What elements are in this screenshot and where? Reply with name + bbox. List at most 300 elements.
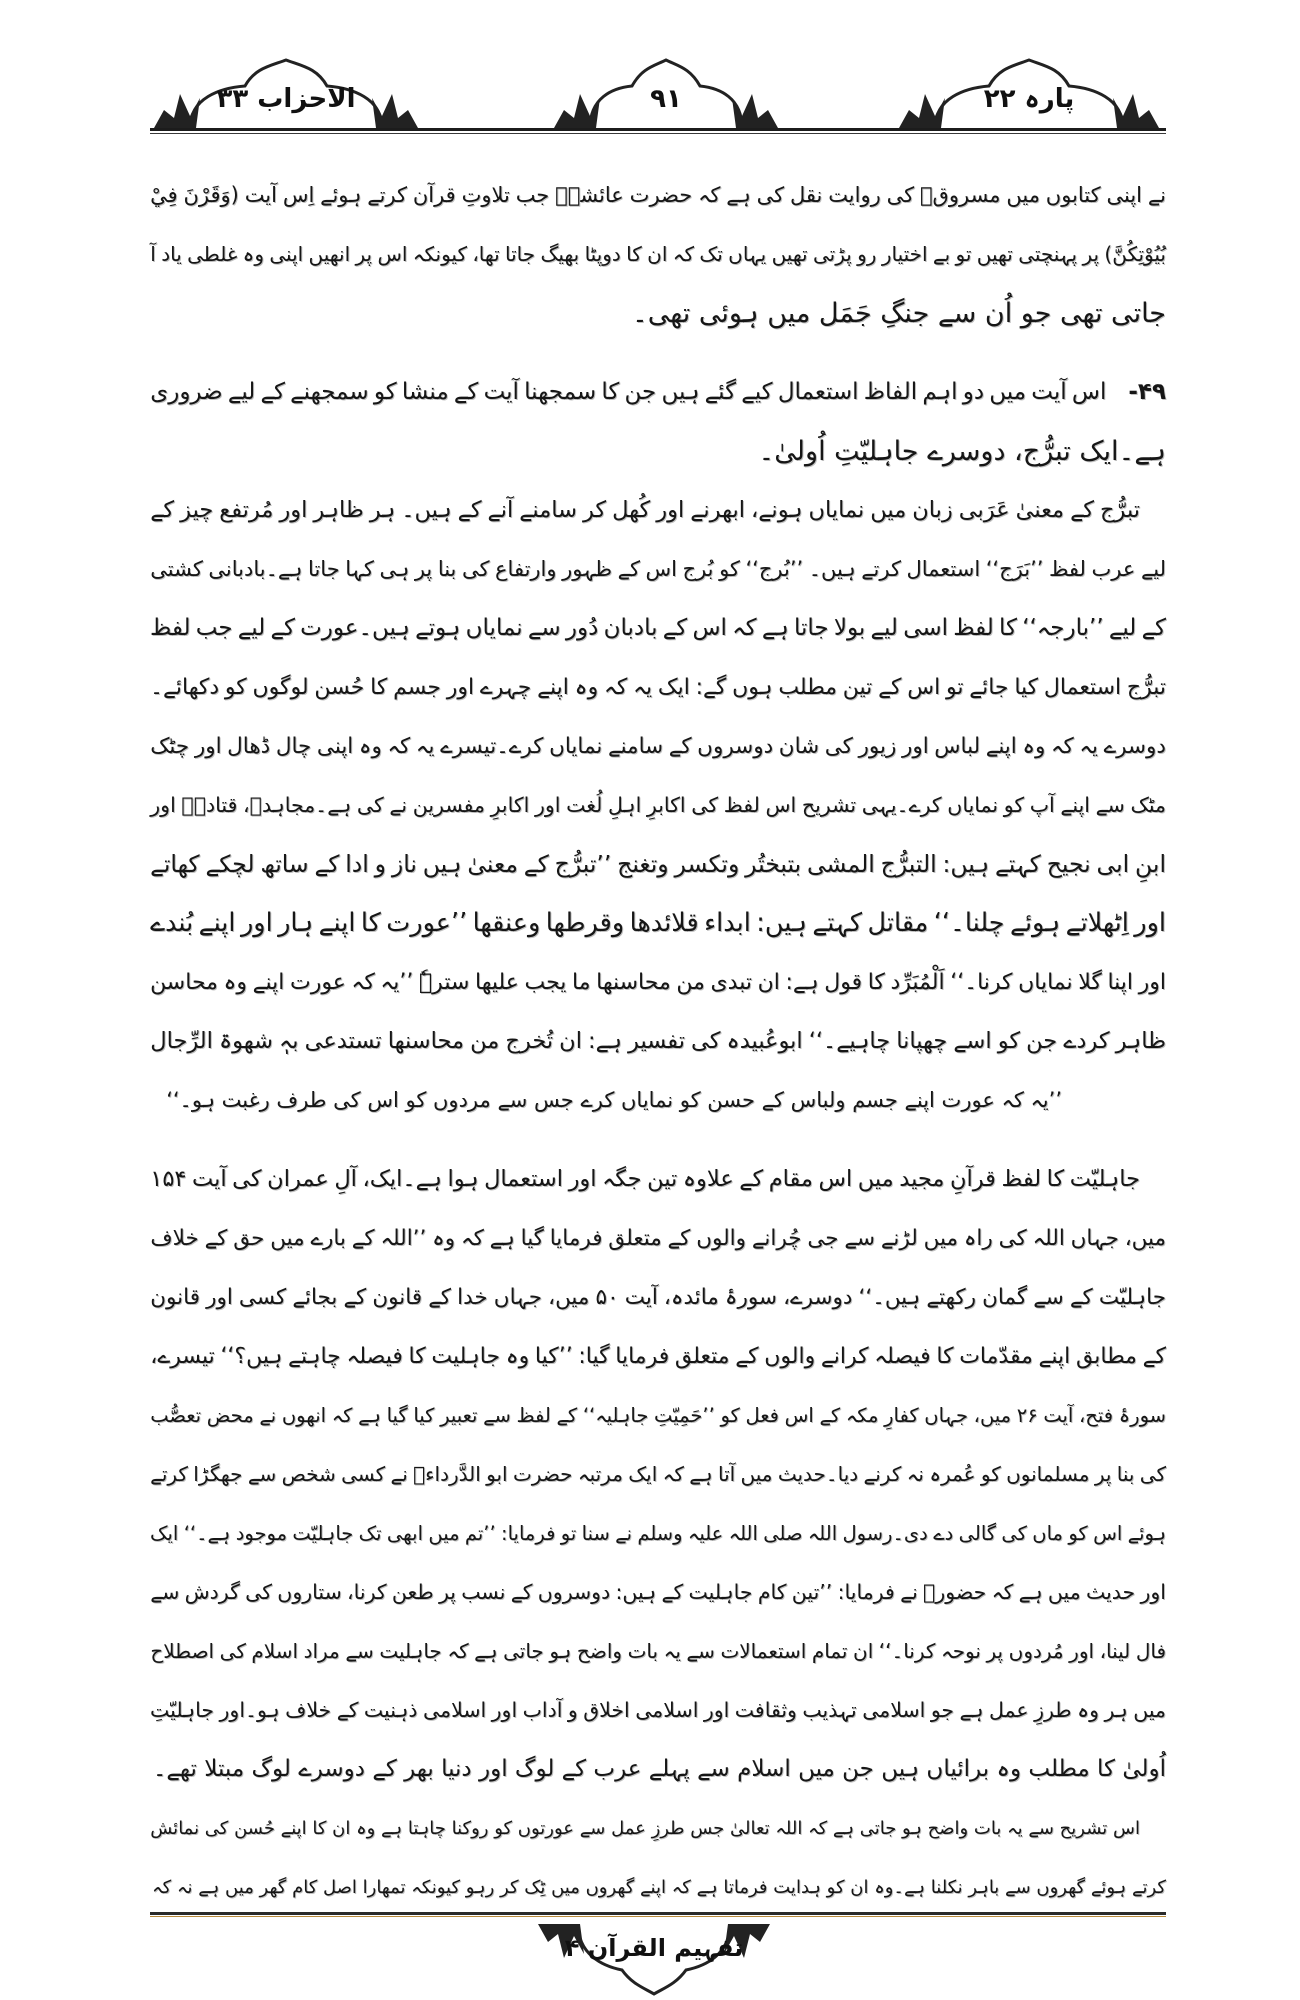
- word: قرآن: [412, 183, 456, 207]
- word: کو: [719, 557, 740, 581]
- word: ۱۵۴: [150, 1166, 187, 1192]
- text-line: [150, 717, 1166, 776]
- word: عورت: [290, 970, 346, 995]
- word: تھیں: [771, 242, 808, 266]
- word: اپنی: [269, 242, 304, 266]
- word: ستاروں: [277, 1580, 342, 1604]
- word: گیا:: [578, 1344, 610, 1369]
- word: دکھائے۔: [150, 675, 220, 700]
- text-line: [150, 422, 1166, 481]
- word: تشریح: [801, 793, 857, 817]
- line-text: [150, 658, 1166, 717]
- word: مقاتل: [867, 908, 929, 938]
- word: طرزِ: [651, 1818, 685, 1839]
- word: نمایاں: [808, 497, 865, 523]
- word: ’’بارجہ‘‘: [1022, 615, 1104, 641]
- word: ان: [853, 1639, 874, 1663]
- word: اپنے: [280, 1818, 307, 1839]
- word: شھوۃ: [218, 1028, 273, 1054]
- word: بادبان: [603, 615, 658, 641]
- word: تلاوتِ: [461, 183, 510, 207]
- word: کہ: [662, 1462, 684, 1486]
- word: عورتوں: [517, 1818, 575, 1839]
- word: اپنے: [537, 675, 569, 700]
- word: جہاں: [493, 1285, 543, 1310]
- word: استعمال: [777, 379, 859, 405]
- word: ہیں۔‘‘: [858, 1285, 921, 1310]
- word: ’’تبرُّج: [554, 850, 612, 878]
- word: خلاف: [150, 1226, 199, 1251]
- word: مطلب: [778, 675, 838, 700]
- word: راہ: [963, 1226, 993, 1251]
- line-text: جاتی تھی جو اُن سے جنگِ جَمَل میں ہوئی تھی۔: [631, 298, 1166, 329]
- word: میں: [740, 1462, 773, 1486]
- word: نمایاں: [549, 734, 603, 759]
- word: تستدعی: [304, 1028, 382, 1054]
- word: چیز: [180, 497, 214, 523]
- word: کرتے: [367, 183, 408, 207]
- line-text: [150, 1445, 1166, 1504]
- footer-book-cartouche: [518, 1920, 790, 1996]
- para-number: پارہ ۲۲: [983, 84, 1075, 114]
- word: حدیث: [1085, 1580, 1136, 1604]
- word: ہے۔مجاہدؒ،: [243, 793, 352, 817]
- word: کرتے: [861, 557, 901, 581]
- line-text: کرتے ہوئے گھروں سے باہر نکلنا ہے۔وہ ان کو ہدایت فرماتا ہے کہ اپنے گھروں میں ٹِک کر رہو کیونکہ تمھارا اصل کام گھر میں ہے نہ کہ: [152, 1877, 1166, 1898]
- word: اپنے: [1038, 1344, 1071, 1369]
- word: پر: [986, 1639, 1004, 1663]
- text-line: [150, 599, 1166, 658]
- word: محاسنھا: [387, 1028, 465, 1054]
- line-text: [150, 1504, 1166, 1563]
- word: فال: [1135, 1639, 1166, 1663]
- word: کے: [1070, 497, 1094, 523]
- word: دوسروں: [697, 734, 774, 759]
- word: اسلامی: [862, 1698, 926, 1722]
- word: سے: [579, 1818, 606, 1839]
- word: لیے: [1108, 615, 1137, 641]
- text-line: [150, 1740, 1166, 1799]
- word: آداب: [522, 1698, 563, 1722]
- word: رکھتے: [926, 1285, 976, 1310]
- word: الفاظ: [863, 379, 918, 405]
- word: اس: [907, 675, 941, 700]
- word: سے: [527, 615, 561, 641]
- word: ہر: [1104, 1698, 1128, 1722]
- word: لیے: [1140, 557, 1166, 581]
- word: حُسن: [314, 675, 365, 700]
- word: اس: [1071, 379, 1107, 405]
- word: ابو: [486, 1462, 508, 1486]
- word: کے: [735, 1344, 759, 1369]
- word: کسی: [341, 1462, 386, 1486]
- word: ابنِ: [1135, 850, 1166, 878]
- word: اور: [568, 1166, 597, 1192]
- word: نے: [900, 1580, 918, 1604]
- word: کے: [556, 1404, 578, 1427]
- word: لفظ: [150, 615, 191, 641]
- word: پر: [1094, 1462, 1112, 1486]
- header-rule: [150, 128, 1166, 131]
- word: تفسیر: [628, 1028, 685, 1054]
- word: عمل: [989, 1698, 1029, 1722]
- word: لفظ: [1001, 1166, 1042, 1192]
- word: دو: [962, 379, 985, 405]
- word: کے: [668, 734, 692, 759]
- word: کے: [314, 850, 340, 878]
- word: ان: [757, 970, 780, 995]
- word: لیے: [237, 615, 266, 641]
- word: کردے: [1063, 1028, 1110, 1054]
- word: کے: [819, 1404, 841, 1427]
- word: آنے: [487, 497, 514, 523]
- word: سمجھنا: [524, 379, 597, 405]
- word: دوسرے،: [783, 1285, 853, 1310]
- word: کے: [428, 1285, 452, 1310]
- word: نمائش: [150, 1818, 200, 1839]
- word: جاہلیت: [431, 1344, 501, 1369]
- word: کو: [494, 1818, 513, 1839]
- text-line: [150, 658, 1166, 717]
- word: کا: [867, 970, 885, 995]
- text-line: [150, 1799, 1166, 1858]
- word: آیت: [192, 1166, 227, 1192]
- word: اور: [901, 734, 929, 759]
- word: زبان: [912, 497, 953, 523]
- word: اسی: [903, 615, 949, 641]
- book-title: تفہیم القرآن ۴: [564, 1934, 744, 1962]
- word: آ: [150, 242, 156, 266]
- word: مٹک: [1130, 793, 1166, 817]
- line-text: [150, 776, 1166, 835]
- word: کہتے: [812, 908, 863, 938]
- page-number: ۹۱: [650, 84, 682, 114]
- text-line: [150, 776, 1166, 835]
- word: جب: [195, 615, 233, 641]
- word: اور: [1069, 1639, 1095, 1663]
- word: تبدی: [710, 970, 752, 995]
- word: مسلمانوں: [1006, 1462, 1090, 1486]
- word: کے: [260, 379, 285, 405]
- word: خلاف: [285, 1698, 332, 1722]
- word: سامنے: [607, 734, 664, 759]
- word: قانون: [372, 1285, 423, 1310]
- word: اور: [1138, 970, 1166, 995]
- word: ہے:: [785, 970, 819, 995]
- footer-rule-thin: [150, 1916, 1166, 1917]
- word: کو: [1068, 1522, 1088, 1545]
- word: کی: [824, 734, 853, 759]
- word: مکہ: [845, 1404, 879, 1427]
- word: اِس: [282, 183, 315, 207]
- word: کے: [661, 1580, 684, 1604]
- word: اپنے: [252, 970, 285, 995]
- word: تعصُّب: [150, 1404, 202, 1427]
- word: اکابرِ: [490, 793, 530, 817]
- word: فتح،: [1079, 1404, 1114, 1427]
- word: اور: [491, 1698, 518, 1722]
- word: کا: [408, 1344, 426, 1369]
- word: مُردوں: [1008, 1639, 1064, 1663]
- word: سے: [1033, 1285, 1064, 1310]
- word: تشریح: [1059, 1818, 1108, 1839]
- text-line: [150, 481, 1166, 540]
- word: بے: [932, 242, 951, 266]
- word: ہیں: [422, 850, 462, 878]
- word: اپنے: [1060, 793, 1090, 817]
- header-page-cartouche: [550, 58, 782, 130]
- word: ۵۰: [595, 1285, 619, 1310]
- word: کرتے: [150, 1462, 188, 1486]
- text-line: [150, 1563, 1166, 1622]
- word: قرآنِ: [949, 1166, 996, 1192]
- word: کے: [343, 1285, 367, 1310]
- word: گیا: [386, 1404, 408, 1427]
- word: چھپانا: [896, 1028, 948, 1054]
- word: جہاں: [924, 1404, 969, 1427]
- word: میں: [870, 497, 907, 523]
- word: جب: [515, 183, 550, 207]
- word: ابی: [1096, 850, 1130, 878]
- word: گردش: [184, 1580, 240, 1604]
- word: وہ: [358, 734, 382, 759]
- word: کا: [1046, 1166, 1065, 1192]
- word: استعمال: [1043, 675, 1122, 700]
- word: اپنا: [1107, 970, 1134, 995]
- word: ہوئے: [1010, 908, 1061, 938]
- word: آپ: [1029, 793, 1055, 817]
- word: سے: [1095, 793, 1125, 817]
- word: کا: [601, 379, 620, 405]
- word: جاہلیت: [688, 1580, 753, 1604]
- word: ظہور: [562, 557, 613, 581]
- word: علیھا: [475, 970, 519, 995]
- word: کرے۔تیسرے: [440, 734, 544, 759]
- word: کی: [245, 1580, 273, 1604]
- word: میں: [1133, 1698, 1166, 1722]
- word: بنا: [437, 557, 457, 581]
- word: کرنے: [863, 1462, 902, 1486]
- word: پر: [439, 1580, 457, 1604]
- word: وہ: [242, 242, 265, 266]
- word: اس: [784, 1404, 814, 1427]
- word: ان: [332, 1818, 351, 1839]
- word: ہوں: [732, 675, 773, 700]
- word: نسب: [461, 1580, 506, 1604]
- word: کرنا،: [347, 1580, 387, 1604]
- word: ضروری: [150, 379, 223, 405]
- line-text: [150, 1386, 1166, 1445]
- word: تو: [945, 675, 964, 700]
- word: سے: [483, 1404, 511, 1427]
- word: تعبیر: [440, 1404, 478, 1427]
- word: کے: [523, 850, 549, 878]
- word: کھاتے: [150, 850, 200, 878]
- word: میں: [1047, 1580, 1081, 1604]
- text-line: [150, 540, 1166, 599]
- word: کے: [270, 615, 295, 641]
- word: شان: [778, 734, 820, 759]
- word: آیت: [244, 183, 277, 207]
- word: لیے: [870, 615, 898, 641]
- word: یاد: [161, 242, 182, 266]
- word: جائے: [969, 675, 1009, 700]
- word: اسے: [953, 1028, 992, 1054]
- line-text: [150, 363, 1106, 422]
- word: طعن: [391, 1580, 434, 1604]
- word: کے: [336, 1698, 359, 1722]
- word: استعمالات: [720, 1639, 807, 1663]
- word: مرتبہ: [577, 1462, 623, 1486]
- word: ہو: [902, 1818, 922, 1839]
- text-line: [150, 1445, 1166, 1504]
- word: نے: [1147, 183, 1166, 207]
- word: اور: [279, 497, 308, 523]
- word: بُندے: [150, 908, 194, 938]
- word: ما: [572, 970, 591, 995]
- line-text: [150, 1681, 1166, 1740]
- word: کو: [1003, 793, 1025, 817]
- word: ہے: [474, 1639, 498, 1663]
- word: دوسروں: [537, 1580, 611, 1604]
- word: وتکسر: [674, 850, 740, 878]
- word: کا: [626, 242, 642, 266]
- word: بُيُوْتِكُنَّ): [1104, 242, 1166, 266]
- word: نمایاں: [1018, 970, 1073, 995]
- word: طرزِ: [1034, 1698, 1072, 1722]
- word: پہنچتی: [1018, 242, 1078, 266]
- word: اور: [703, 1698, 730, 1722]
- line-text: اُولیٰ کا مطلب وہ برائیاں ہیں جن میں اسلام سے پہلے عرب کے لوگ اور دنیا بھر کے دوسرے لوگ مبتلا تھے۔: [152, 1756, 1166, 1782]
- word: کے: [510, 1580, 533, 1604]
- line-text: [150, 894, 1166, 953]
- word: نجیح: [1046, 850, 1091, 878]
- word: کے: [1141, 615, 1166, 641]
- line-text: [150, 481, 1140, 540]
- word: غلطی: [187, 242, 238, 266]
- word: ادا: [345, 850, 369, 878]
- word: سورۂ: [1118, 1404, 1166, 1427]
- word: اپنے: [318, 908, 356, 938]
- word: ایک: [628, 1462, 658, 1486]
- word: بات: [973, 1818, 1002, 1839]
- word: تھا،: [472, 242, 500, 266]
- word: سے: [150, 1580, 180, 1604]
- word: انھوں: [281, 1404, 327, 1427]
- word: نمایاں: [465, 615, 523, 641]
- note-number: ۴۹-: [1128, 379, 1166, 405]
- line-text: [150, 1799, 1140, 1858]
- word: میں: [1006, 183, 1040, 207]
- word: اس: [645, 557, 677, 581]
- word: حضرت: [512, 1462, 573, 1486]
- word: اس: [1093, 1522, 1123, 1545]
- word: ہوئے: [320, 183, 362, 207]
- word: میں: [923, 1226, 959, 1251]
- word: کا: [360, 908, 381, 938]
- word: ڈھال: [227, 734, 271, 759]
- word: کے: [1142, 1344, 1166, 1369]
- word: لوگوں: [252, 675, 309, 700]
- word: مسروقؒ: [919, 183, 1001, 207]
- word: حق: [233, 1226, 265, 1251]
- word: کفارِ: [884, 1404, 919, 1427]
- word: کے: [1069, 1285, 1093, 1310]
- word: لڑنے: [880, 1226, 918, 1251]
- line-text: [150, 1268, 1166, 1327]
- word: کہا: [345, 557, 374, 581]
- word: تھیں: [976, 242, 1013, 266]
- line-text: [150, 717, 1166, 776]
- word: کُھل: [612, 497, 651, 523]
- word: یہاں: [728, 242, 767, 266]
- word: کے: [204, 1226, 228, 1251]
- word: ہیں:: [756, 908, 807, 938]
- text-line: [150, 1386, 1166, 1445]
- word: میں: [989, 379, 1027, 405]
- word: ’’اللہ: [380, 1226, 427, 1251]
- word: و: [374, 850, 386, 878]
- word: یہ: [1079, 734, 1098, 759]
- word: کے: [351, 1226, 375, 1251]
- word: جاتی: [503, 1639, 544, 1663]
- word: شخص: [281, 1462, 336, 1486]
- word: ظاہر: [313, 497, 364, 523]
- word: آیت: [1031, 379, 1067, 405]
- word: گالی: [958, 1522, 997, 1545]
- word: رو: [857, 242, 877, 266]
- word: ’’بَرَج‘‘: [985, 557, 1044, 581]
- word: اور: [206, 1285, 233, 1310]
- word: اور: [150, 793, 176, 817]
- text-line: [150, 1150, 1166, 1209]
- word: فرمایا: [549, 1226, 603, 1251]
- word: سنا: [581, 1522, 610, 1545]
- line-text: [150, 953, 1166, 1012]
- word: جس: [690, 1818, 725, 1839]
- word: منشا: [401, 379, 449, 405]
- word: ہوتے: [415, 615, 461, 641]
- word: التبرُّج: [880, 850, 937, 878]
- word: سے: [844, 1226, 876, 1251]
- word: گلا: [1078, 970, 1102, 995]
- word: ایک: [657, 675, 690, 700]
- word: دوسرے: [1103, 734, 1166, 759]
- word: اختیار: [881, 242, 928, 266]
- word: متعلق: [608, 1226, 662, 1251]
- line-text: [150, 225, 1166, 284]
- word: تمام: [811, 1639, 848, 1663]
- word: من: [676, 970, 705, 995]
- text-line: [150, 1209, 1166, 1268]
- word: کہتے: [995, 850, 1041, 878]
- word: ہوا: [447, 1166, 479, 1192]
- word: اہلِ: [608, 793, 642, 817]
- word: الرِّجال: [150, 1028, 213, 1054]
- word: گئے: [704, 379, 737, 405]
- text-line: [150, 1071, 1166, 1130]
- word: چاہتا: [407, 1818, 446, 1839]
- word: ان: [647, 242, 668, 266]
- word: بجائے: [292, 1285, 338, 1310]
- word: (وَقَرْنَ: [183, 183, 239, 207]
- line-text: ہے۔ایک تبرُّج، دوسرے جاہلیّتِ اُولیٰ۔: [758, 436, 1166, 467]
- paragraph: [150, 166, 1166, 343]
- word: سے: [686, 1639, 715, 1663]
- word: ہے: [832, 1818, 854, 1839]
- paragraph: [150, 1799, 1166, 1917]
- word: جاتا: [794, 615, 829, 641]
